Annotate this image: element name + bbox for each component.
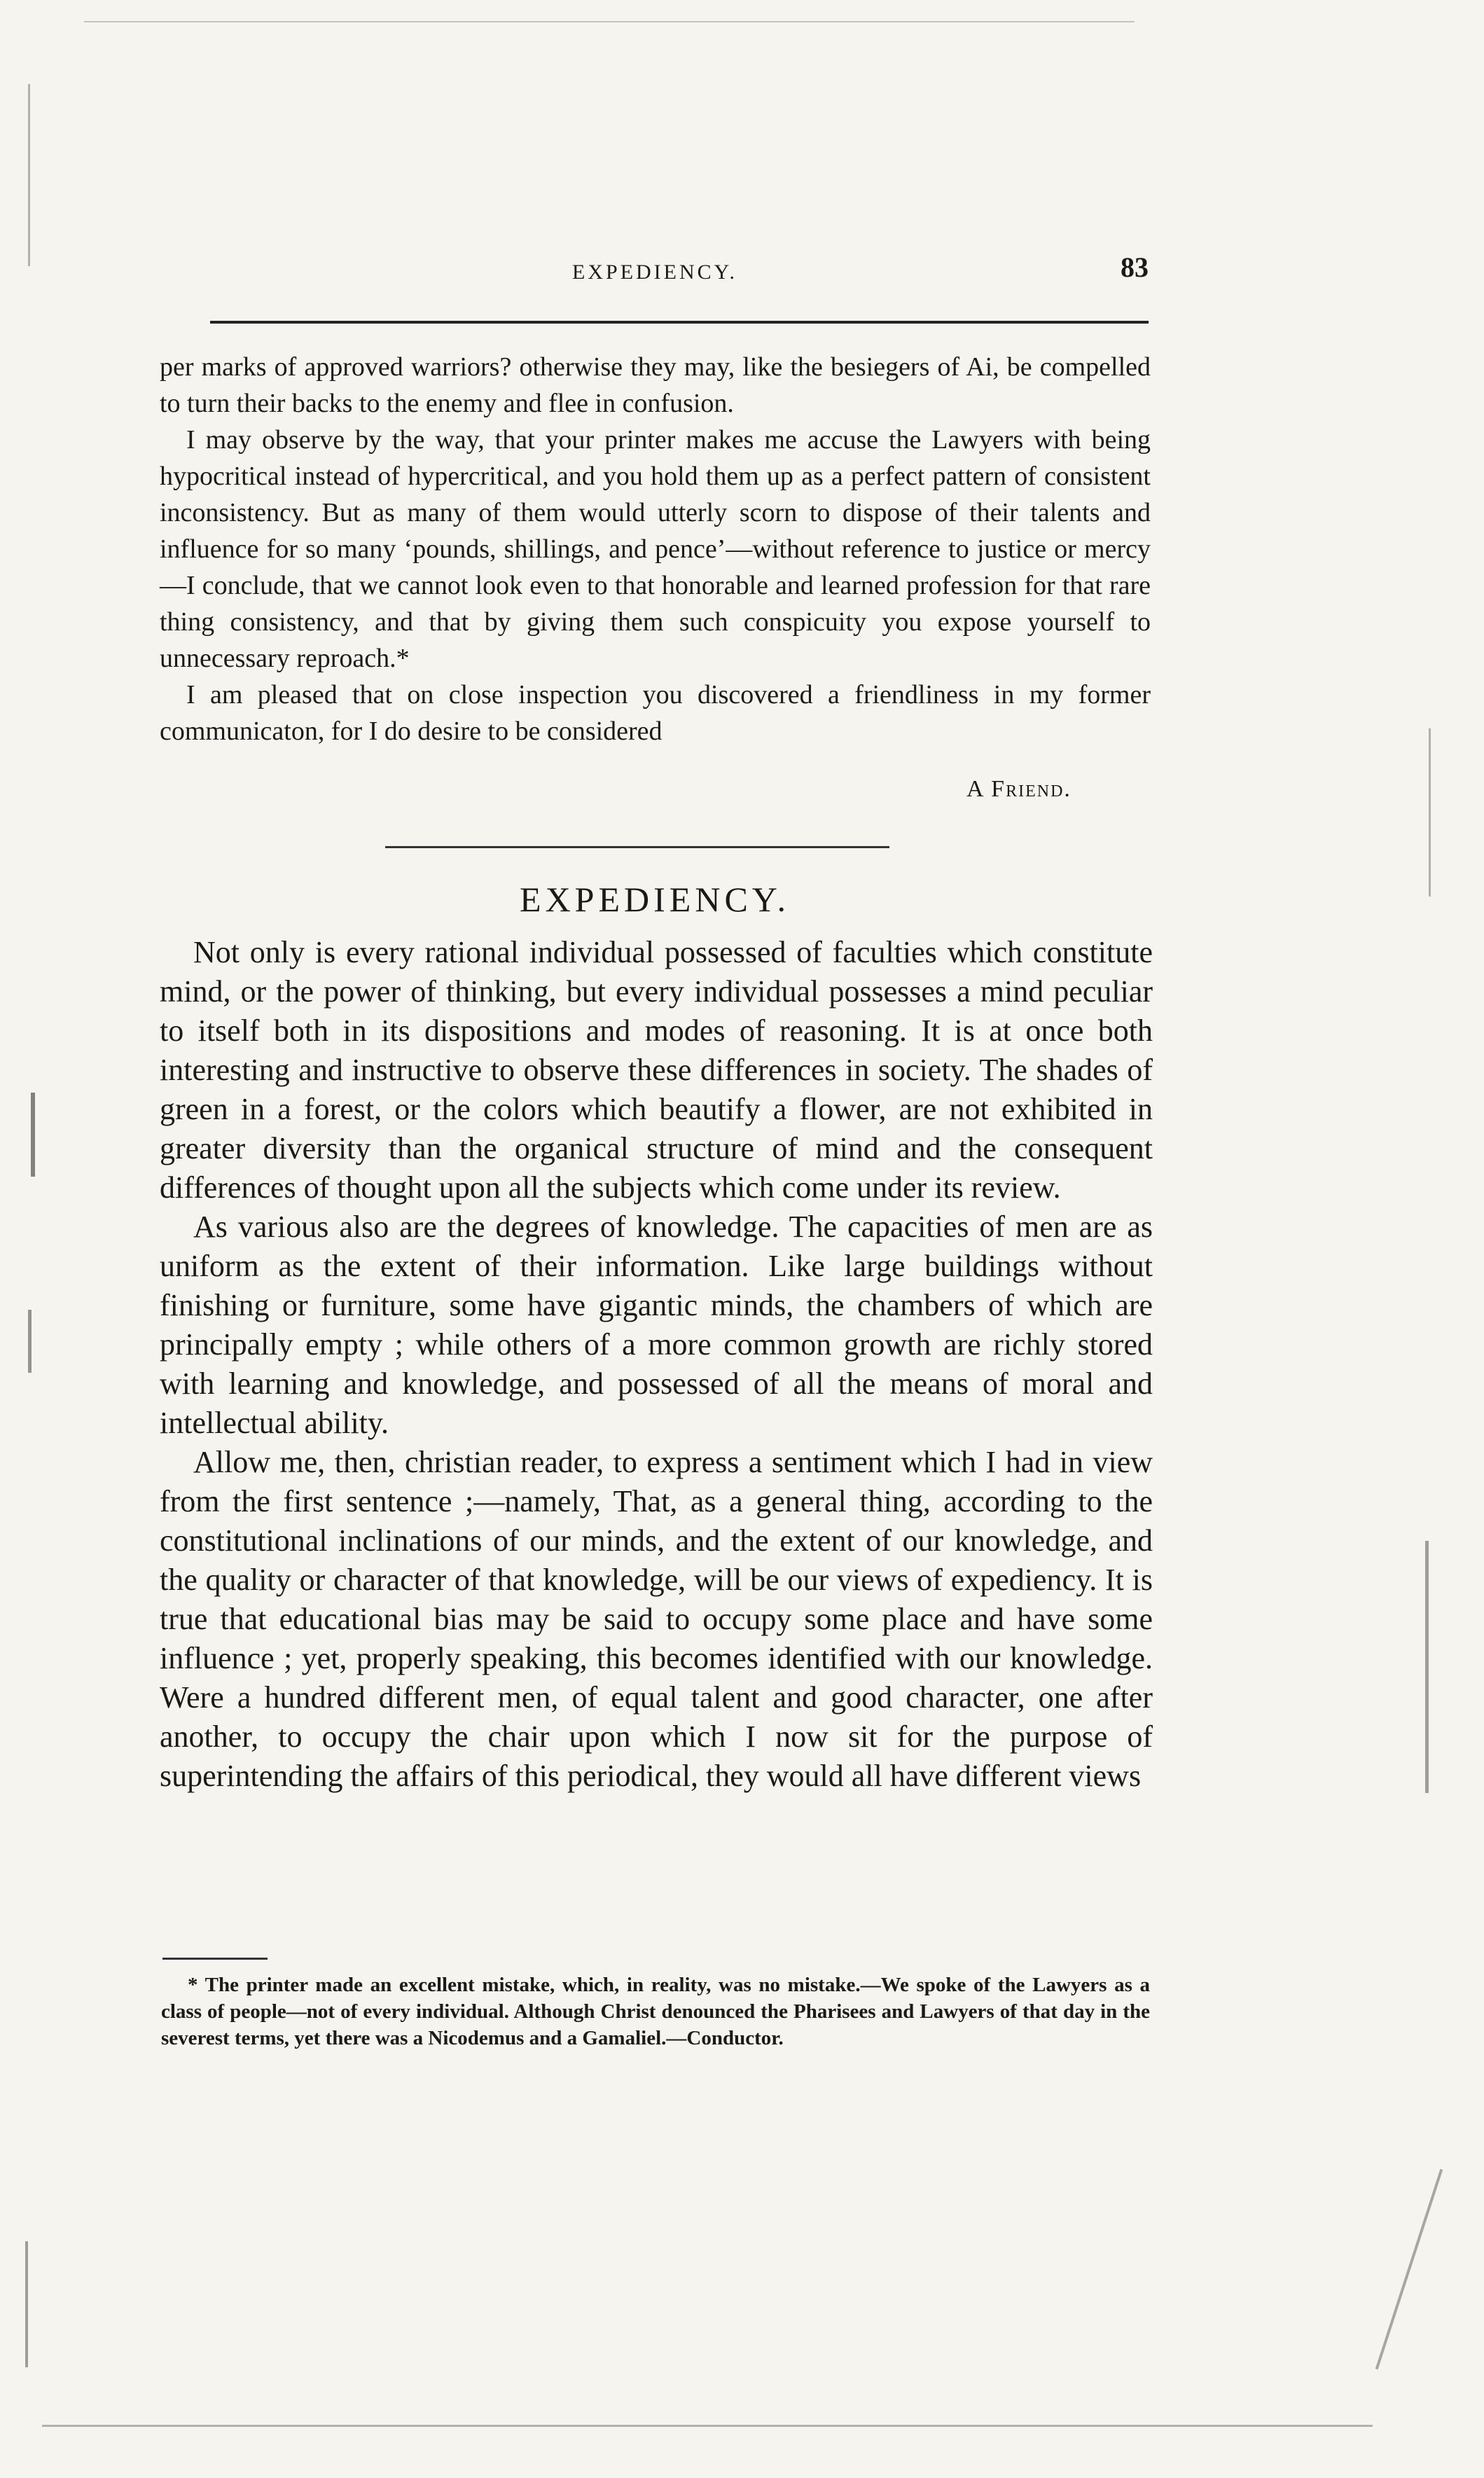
letter-paragraph: I may observe by the way, that your printer makes me accuse the Lawyers with being hypocritical instead of hypercritical, and you hold them up as a perfect pattern of consistent inconsistency. But as many of them would utterly scorn to dispose of their talents and influence for so many ‘pounds, shillings, and pence’—without reference to justice or mercy—I conclude, that we cannot look even to that honorable and learned profession for that rare thing consistency, and that by giving them such conspicuity you expose yourself to unnecessary reproach.*: [160, 425, 1151, 673]
article-paragraph: As various also are the degrees of knowledge. The capacities of men are as uniform as the extent of their information. Like large buildings without finishing or furniture, some have gigantic minds, the chambers of which are principally empty ; while others of a more common growth are richly stored with learning and knowledge, and possessed of all the means of moral and intellectual ability.: [160, 1210, 1153, 1440]
scan-edge-mark: [1425, 1541, 1429, 1793]
footnote: [161, 1972, 1150, 2051]
section-divider: [385, 846, 889, 848]
scan-edge-mark: [1375, 2169, 1443, 2370]
letter-paragraph: per marks of approved warriors? otherwise they may, like the besiegers of Ai, be compelled to turn their backs to the enemy and flee in confusion.: [160, 352, 1151, 418]
scan-edge-mark: [84, 21, 1135, 22]
scan-edge-mark: [1429, 728, 1431, 897]
article-title: EXPEDIENCY.: [520, 880, 790, 919]
letter-paragraph: I am pleased that on close inspection you discovered a friendliness in my former communicaton, for I do desire to be considered: [160, 680, 1151, 746]
article-paragraph: Allow me, then, christian reader, to express a sentiment which I had in view from the first sentence ;—namely, That, as a general thing, according to the constitutional inclinations of our minds, and the extent of our knowledge, and the quality or character of that knowledge, will be our views of expediency. It is true that educational bias may be said to occupy some place and have some influence ; yet, properly speaking, this becomes identified with our knowledge. Were a hundred different men, of equal talent and good character, one after another, to occupy the chair upon which I now sit for the purpose of superintending the affairs of this periodical, they would all have different views: [160, 1445, 1153, 1793]
article-paragraph: Not only is every rational individual possessed of faculties which constitute mind, or the power of thinking, but every individual possesses a mind peculiar to itself both in its dispositions and modes of reasoning. It is at once both interesting and instructive to observe these differences in society. The shades of green in a forest, or the colors which beautify a flower, are not exhibited in greater diversity than the organical structure of mind and the consequent differences of thought upon all the subjects which come under its review.: [160, 935, 1153, 1205]
letter-signature: A Friend.: [966, 776, 1072, 802]
scan-edge-mark: [28, 1310, 32, 1373]
footnote-rule: [162, 1958, 268, 1960]
scan-edge-mark: [31, 1093, 35, 1177]
page-header: [161, 251, 1149, 307]
letter-continuation: [160, 349, 1151, 749]
scan-edge-mark: [25, 2241, 28, 2367]
footnote-text: * The printer made an excellent mistake, which, in reality, was no mistake.—We spoke of the Lawyers as a class of people—not of every individual. Although Christ denounced the Pharisees and Lawyers of that day in the severest terms, yet there was a Nicodemus and a Gamaliel.—Conductor.: [161, 1974, 1150, 2049]
running-title: EXPEDIENCY.: [572, 261, 737, 284]
page-number: 83: [1121, 251, 1149, 283]
scan-edge-mark: [42, 2425, 1373, 2427]
scan-edge-mark: [28, 84, 30, 266]
article-body: [160, 933, 1153, 1796]
header-rule: [210, 321, 1149, 324]
